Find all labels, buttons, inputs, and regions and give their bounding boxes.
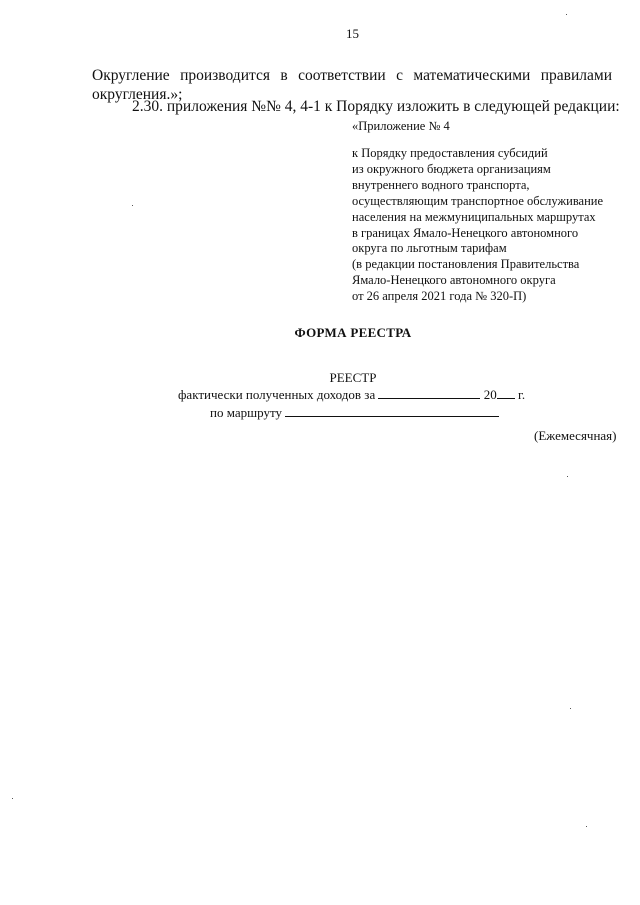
frequency-label: (Ежемесячная): [534, 428, 617, 443]
annex-line: в границах Ямало-Ненецкого автономного: [352, 225, 579, 240]
annex-line: округа по льготным тарифам: [352, 241, 507, 256]
register-title: РЕЕСТР: [329, 370, 377, 385]
annex-line: внутреннего водного транспорта,: [352, 177, 530, 192]
item-2-30: 2.30. приложения №№ 4, 4-1 к Порядку изложить в следующей редакции:: [132, 98, 620, 115]
register-period-prefix: фактически полученных доходов за: [178, 387, 376, 402]
scan-speck: [570, 708, 571, 709]
annex-line: из окружного бюджета организациям: [352, 161, 551, 176]
period-blank: [378, 386, 480, 399]
annex-line: Ямало-Ненецкого автономного округа: [352, 273, 556, 288]
annex-title: «Приложение № 4: [352, 119, 450, 133]
year-blank: [497, 386, 515, 399]
annex-line: от 26 апреля 2021 года № 320-П): [352, 289, 527, 304]
paragraph-line-2: округления.»;: [92, 86, 183, 103]
annex-line: осуществляющим транспортное обслуживание: [352, 193, 604, 208]
page-number: 15: [346, 26, 359, 41]
annex-header-block: [352, 146, 603, 305]
register-period-line: [178, 386, 525, 403]
scan-speck: [566, 14, 567, 15]
scan-speck: [132, 205, 133, 206]
scan-speck: [12, 798, 13, 799]
register-year: 20: [483, 387, 497, 402]
paragraph-line-1: Округление производится в соответствии с математическими правилами: [92, 67, 612, 84]
annex-line: населения на межмуниципальных маршрутах: [352, 209, 596, 224]
scan-speck: [586, 826, 587, 827]
form-title: ФОРМА РЕЕСТРА: [294, 325, 412, 340]
register-route-prefix: по маршруту: [210, 405, 282, 420]
annex-line: к Порядку предоставления субсидий: [352, 146, 548, 160]
register-route-line: [210, 404, 499, 421]
route-blank: [285, 404, 499, 417]
scan-speck: [567, 476, 568, 477]
register-year-suffix: г.: [517, 387, 526, 402]
annex-line: (в редакции постановления Правительства: [352, 257, 580, 272]
